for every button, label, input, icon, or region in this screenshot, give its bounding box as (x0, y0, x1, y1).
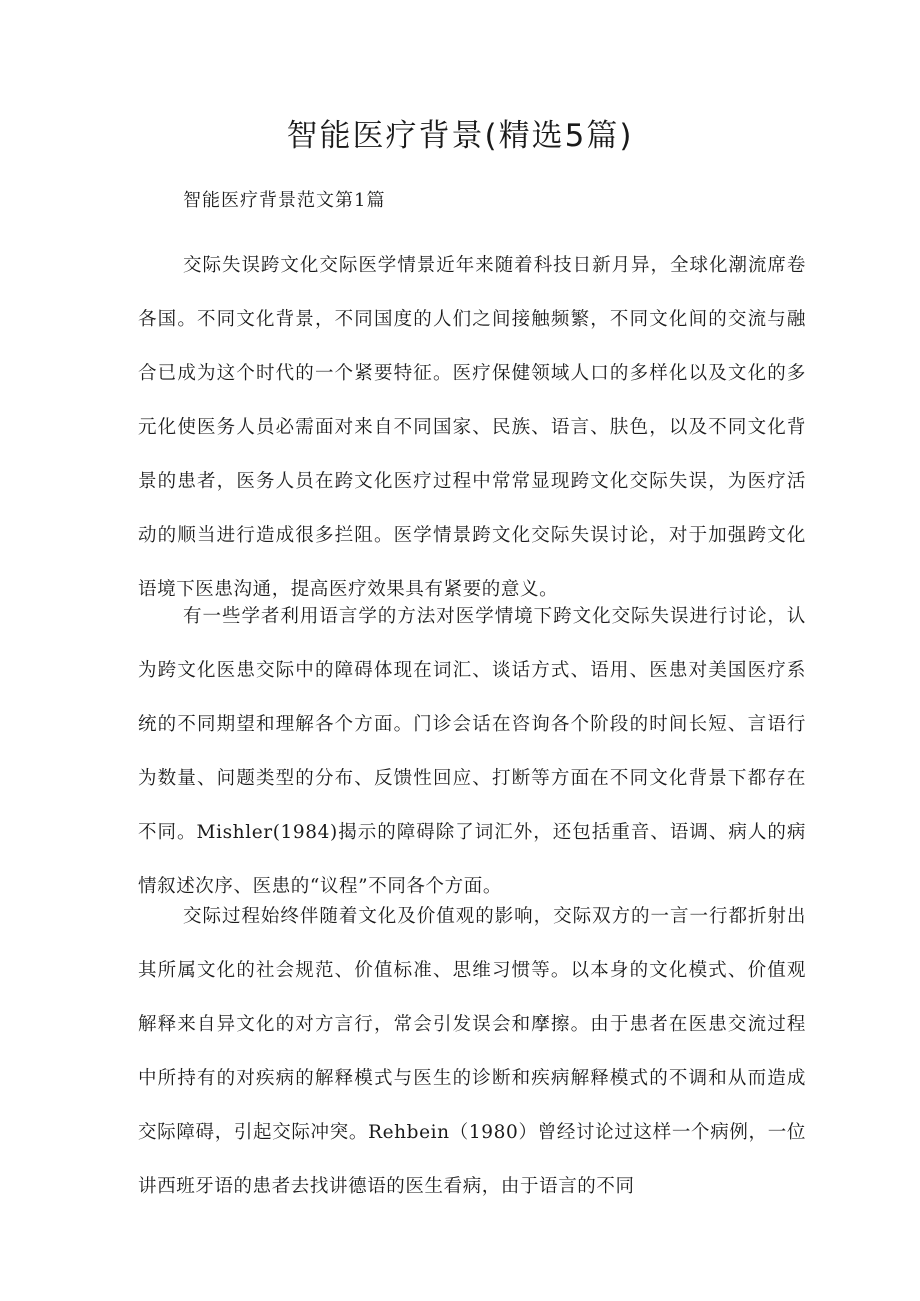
document-title: 智能医疗背景(精选5篇) (286, 118, 634, 154)
paragraph-1: 交际失误跨文化交际医学情景近年来随着科技日新月异，全球化潮流席卷各国。不同文化背景，不同国度的人们之间接触频繁，不同文化间的交流与融合已成为这个时代的一个紧要特征。医疗保健领域人口的多样化以及文化的多元化使医务人员必需面对来自不同国家、民族、语言、肤色，以及不同文化背景的患者，医务人员在跨文化医疗过程中常常显现跨文化交际失误，为医疗活动的顺当进行造成很多拦阻。医学情景跨文化交际失误讨论，对于加强跨文化语境下医患沟通，提高医疗效果具有紧要的意义。 (138, 255, 806, 600)
paragraph-3: 交际过程始终伴随着文化及价值观的影响，交际双方的一言一行都折射出其所属文化的社会规范、价值标准、思维习惯等。以本身的文化模式、价值观解释来自异文化的对方言行，常会引发误会和摩擦。由于患者在医患交流过程中所持有的对疾病的解释模式与医生的诊断和疾病解释模式的不调和从而造成交际障碍，引起交际冲突。Rehbein（1980）曾经讨论过这样一个病例，一位讲西班牙语的患者去找讲德语的医生看病，由于语言的不同 (138, 906, 806, 1197)
paragraph-2: 有一些学者利用语言学的方法对医学情境下跨文化交际失误进行讨论，认为跨文化医患交际中的障碍体现在词汇、谈话方式、语用、医患对美国医疗系统的不同期望和理解各个方面。门诊会话在咨询各个阶段的时间长短、言语行为数量、问题类型的分布、反馈性回应、打断等方面在不同文化背景下都存在不同。Mishler(1984)揭示的障碍除了词汇外，还包括重音、语调、病人的病情叙述次序、医患的“议程”不同各个方面。 (138, 606, 806, 897)
section-heading: 智能医疗背景范文第1篇 (183, 190, 386, 211)
